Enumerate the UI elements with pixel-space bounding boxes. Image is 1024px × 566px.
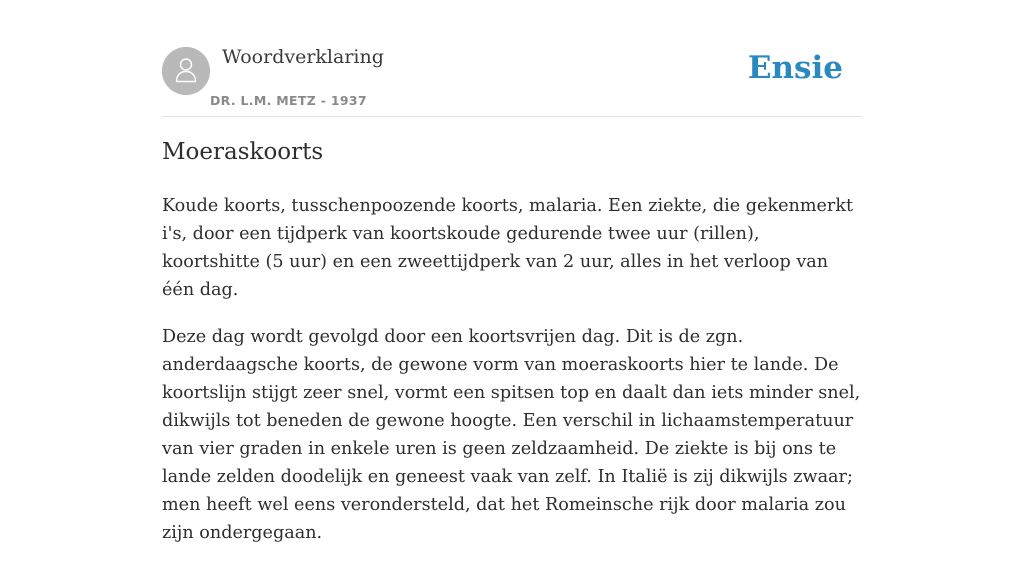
article-paragraph: Deze dag wordt gevolgd door een koortsvrijen dag. Dit is de zgn. anderdaagsche koorts, de gewone vorm van moeraskoorts hier te lande. De koortslijn stijgt zeer snel, vormt een spitsen top en daalt dan iets minder snel, dikwijls tot beneden de gewone hoogte. Een verschil in lichaamstemperatuur van vier graden in enkele uren is geen zeldzaamheid. De ziekte is bij ons te lande zelden doodelijk en geneest vaak van zelf. In Italië is zij dikwijls zwaar; men heeft wel eens verondersteld, dat het Romeinsche rijk door malaria zou zijn ondergegaan. bbox=[162, 327, 861, 543]
author-line bbox=[210, 93, 367, 108]
article-paragraph: Koude koorts, tusschenpoozende koorts, malaria. Een ziekte, die gekenmerkt i's, door een tijdperk van koortskoude gedurende twee uur (rillen), koortshitte (5 uur) en een zweettijdperk van 2 uur, alles in het verloop van één dag. bbox=[162, 196, 854, 300]
category-label[interactable]: Woordverklaring bbox=[222, 46, 384, 68]
user-avatar-icon[interactable] bbox=[162, 47, 210, 95]
author-name[interactable]: DR. L.M. METZ bbox=[210, 93, 317, 108]
author-separator: - bbox=[316, 93, 331, 108]
author-year: 1937 bbox=[330, 93, 367, 108]
article-body bbox=[162, 192, 862, 566]
article-title: Moeraskoorts bbox=[162, 139, 324, 165]
header bbox=[162, 0, 862, 117]
brand-logo[interactable]: Ensie bbox=[747, 50, 843, 86]
